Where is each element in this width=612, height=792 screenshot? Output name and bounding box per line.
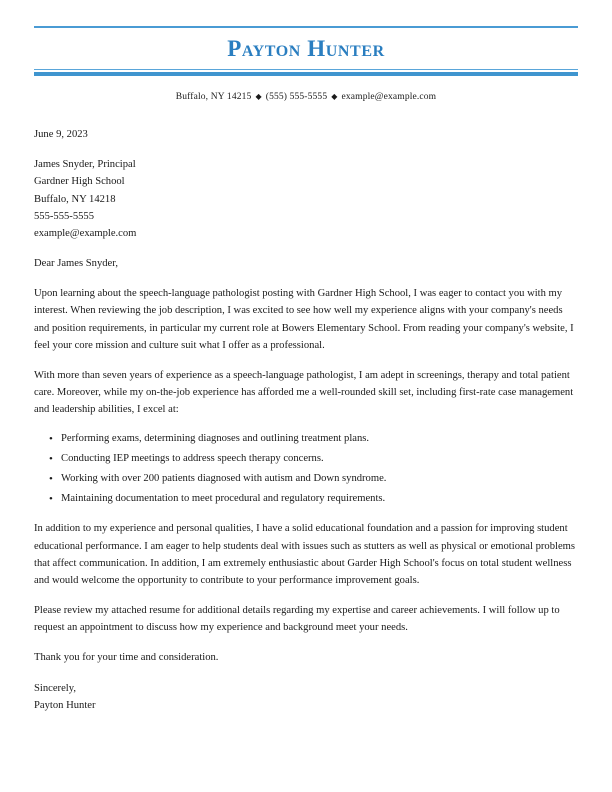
recipient-line: example@example.com bbox=[34, 227, 137, 239]
list-item bbox=[49, 451, 578, 467]
list-item bbox=[49, 471, 578, 487]
recipient-address bbox=[34, 156, 578, 242]
body-paragraph-1: Upon learning about the speech-language pathologist posting with Gardner High School, I was eager to contact you with my interest. When reviewing the job description, I was excited to see how well my experience aligns with your company's needs and position requirements, in particular my current role at Bowers Elementary School. From reading your company's website, I feel your core mission and culture suit what I offer as a professional. bbox=[34, 288, 574, 351]
skills-list bbox=[34, 431, 578, 507]
list-item-label: Performing exams, determining diagnoses and outlining treatment plans. bbox=[61, 433, 370, 445]
signature-name: Payton Hunter bbox=[34, 699, 96, 711]
contact-email: example@example.com bbox=[341, 92, 437, 103]
recipient-line: James Snyder, Principal bbox=[34, 159, 136, 171]
closing-line: Sincerely, bbox=[34, 682, 76, 694]
diamond-separator-icon: ◆ bbox=[255, 91, 262, 101]
list-item-label: Conducting IEP meetings to address speech therapy concerns. bbox=[61, 453, 324, 465]
body-paragraph-5: Thank you for your time and consideration. bbox=[34, 652, 219, 664]
recipient-line: Buffalo, NY 14218 bbox=[34, 193, 116, 205]
bullet-icon: • bbox=[49, 452, 53, 465]
applicant-name: Payton Hunter bbox=[227, 36, 385, 61]
letter-date: June 9, 2023 bbox=[34, 129, 88, 141]
bullet-icon: • bbox=[49, 472, 53, 485]
bullet-icon: • bbox=[49, 492, 53, 505]
signoff-block bbox=[34, 680, 578, 714]
recipient-line: Gardner High School bbox=[34, 176, 125, 188]
diamond-separator-icon: ◆ bbox=[331, 91, 338, 101]
list-item-label: Working with over 200 patients diagnosed with autism and Down syndrome. bbox=[61, 473, 387, 485]
letterhead bbox=[34, 0, 578, 102]
contact-line bbox=[34, 76, 578, 102]
recipient-line: 555-555-5555 bbox=[34, 210, 95, 222]
list-item bbox=[49, 431, 578, 447]
body-paragraph-3: In addition to my experience and personal qualities, I have a solid educational foundation and a passion for improving student educational performance. I am eager to help students deal with issues such as stutters as well as physical or emotional problems that affect communication. In addition, I am extremely enthusiastic about Garder High School's focus on total student wellness and would welcome the opportunity to contribute to your performance improvement goals. bbox=[34, 523, 576, 586]
bullet-icon: • bbox=[49, 432, 53, 445]
contact-phone: (555) 555-5555 bbox=[265, 92, 328, 103]
list-item-label: Maintaining documentation to meet procedural and regulatory requirements. bbox=[61, 493, 386, 505]
name-block bbox=[34, 28, 578, 69]
body-paragraph-4: Please review my attached resume for additional details regarding my expertise and career achievements. I will follow up to request an appointment to discuss how my experience and background meet your needs. bbox=[34, 605, 560, 634]
salutation: Dear James Snyder, bbox=[34, 258, 119, 270]
contact-location: Buffalo, NY 14215 bbox=[175, 92, 252, 103]
body-paragraph-2: With more than seven years of experience as a speech-language pathologist, I am adept in screenings, therapy and total patient care. Moreover, while my on-the-job experience has afforded me a well-rounded skill set, including first-rate case management and leadership abilities, I excel at: bbox=[34, 369, 574, 416]
list-item bbox=[49, 491, 578, 507]
letter-body bbox=[34, 102, 578, 714]
